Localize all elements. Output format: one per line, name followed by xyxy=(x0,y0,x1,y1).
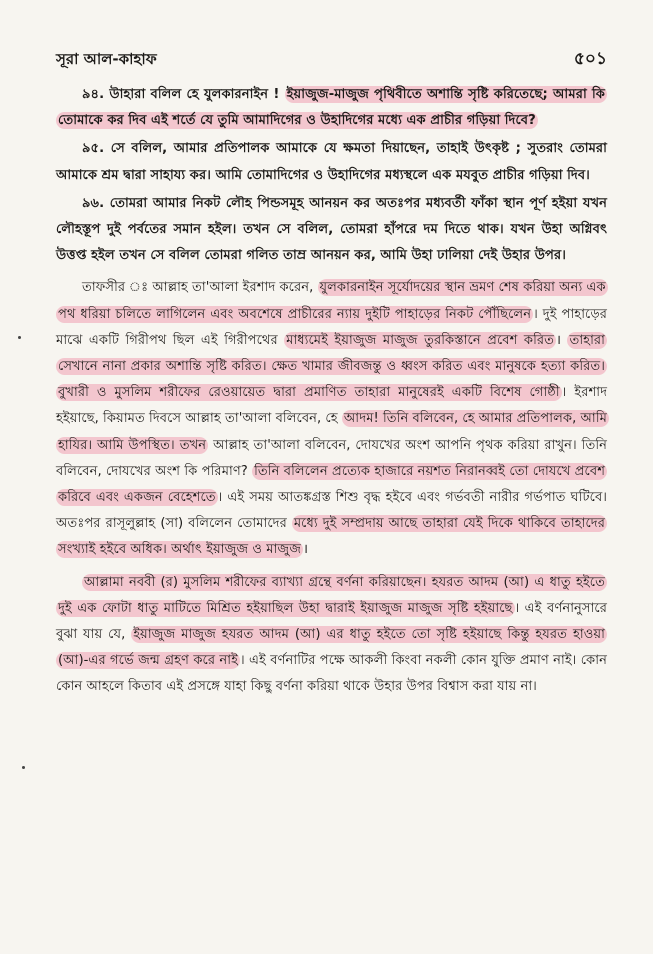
verse-95: ৯৫. সে বলিল, আমার প্রতিপালক আমাকে যে ক্ষমতা দিয়াছেন, তাহাই উৎকৃষ্ট ; সুতরাং তোমরা আমাকে শ্রম দ্বারা সাহায্য কর। আমি তোমাদিগের ও উহাদিগের মধ্যস্থলে এক মযবুত প্রাচীর গড়িয়া দিব। xyxy=(56,141,607,183)
highlighted-passage: ইয়াজুজ-মাজুজ পৃথিবীতে অশান্তি সৃষ্টি করিতেছে; আমরা কি তোমাকে কর দিব এই শর্তে যে তুমি আমাদিগের ও উহাদিগের মধ্যে এক প্রাচীর গড়িয়া দিবে? xyxy=(58,87,606,129)
tafsir-text: আল্লাহ তা'আলা বলিবেন, দোযখের অংশ আপনি পৃথক করিয়া রাখুন। তিনি বলিবেন, দোযখের অংশ কি পরিমাণ? xyxy=(56,437,607,479)
highlighted-passage: যুলকারনাইন সূর্যোদয়ের স্থান ভ্রমণ শেষ করিয়া অন্য এক পথ ধরিয়া চলিতে লাগিলেন এবং অবশেষে প্রাচীরের ন্যায় দুইটি পাহাড়ের নিকট পৌঁছিলেন xyxy=(58,280,606,322)
highlighted-passage: তিনি বলিলেন প্রত্যেক হাজারে নয়শত নিরানব্বই তো দোযখে প্রবেশ করিবে এবং একজন বেহেশতে xyxy=(58,463,606,506)
highlighted-passage: আদম! তিনি বলিবেন, হে আমার প্রতিপালক, আমি হাযির। আমি উপস্থিত। তখন xyxy=(58,411,607,453)
highlighted-passage: আল্লামা নববী (র) মুসলিম শরীফের ব্যাখ্যা গ্রন্থে বর্ণনা করিয়াছেন। হযরত আদম (আ) এ ধাতু হইতে দুই এক ফোটা ধাতু মাটিতে মিশ্রিত হইয়াছিল উহা দ্বারাই ইয়াজুজ মাজুজ সৃষ্টি হইয়াছে xyxy=(58,574,605,616)
page-number: ৫০১ xyxy=(573,49,607,69)
paper-speck xyxy=(22,766,25,769)
tafsir-text: । xyxy=(556,332,568,348)
tafsir-text: । এই সময় আতঙ্কগ্রস্ত শিশু বৃদ্ধ হইবে এবং গর্ভবতী নারীর গর্ভপাত ঘটিবে। অতঃপর রাসূলুল্লাহ (সা) বলিলেন তোমাদের xyxy=(56,490,607,532)
highlighted-passage: মাধ্যমেই ইয়াজুজ মাজুজ তুরকিস্তানে প্রবেশ করিত xyxy=(286,332,554,348)
tafsir-text: । এই বর্ণনানুসারে বুঝা যায় যে, xyxy=(56,600,607,643)
verse-96: ৯৬. তোমরা আমার নিকট লৌহ পিন্ডসমূহ আনয়ন কর অতঃপর মধ্যবর্তী ফাঁকা স্থান পূর্ণ হইয়া যখন লৌহস্তূপ দুই পর্বতের সমান হইল। তখন সে বলিল, তোমরা হাঁপরে দম দিতে থাক। যখন উহা অগ্নিবৎ উত্তপ্ত হইল তখন সে বলিল তোমরা গলিত তাম্র আনয়ন কর, আমি উহা ঢালিয়া দেই উহার উপর। xyxy=(56,195,607,264)
surah-title: সূরা আল-কাহাফ xyxy=(56,50,157,68)
tafsir-text: তাফসীর ঃ আল্লাহ তা'আলা ইরশাদ করেন, xyxy=(82,280,318,296)
tafsir-text: । এই বর্ণনাটির পক্ষে আকলী কিংবা নকলী কোন যুক্তি প্রমাণ নাই। কোন কোন আহলে কিতাব এই প্রসঙ্গে যাহা কিছু বর্ণনা করিয়া থাকে উহার উপর বিশ্বাস করা যায় না। xyxy=(56,653,607,695)
highlighted-passage: মধ্যে দুই সম্প্রদায় আছে তাহারা যেই দিকে থাকিবে তাহাদের সংখ্যাই হইবে অধিক। অর্থাৎ ইয়াজুজ ও মাজুজ xyxy=(58,516,605,558)
highlighted-passage: তাহারা সেখানে নানা প্রকার অশান্তি সৃষ্টি করিত। ক্ষেত খামার জীবজন্তু ও ধ্বংস করিত এবং মানুষকে হত্যা করিত। বুখারী ও মুসলিম শরীফের রেওয়ায়েত দ্বারা প্রমাণিত তাহারা মানুষেরই একটি বিশেষ গোষ্ঠী xyxy=(58,332,605,401)
tafsir-text: । xyxy=(303,542,308,558)
highlighted-passage: ইয়াজুজ মাজুজ হযরত আদম (আ) এর ধাতু হইতে তো সৃষ্টি হইয়াছে কিন্তু হযরত হাওয়া (আ)-এর গর্ভে জন্ম গ্রহণ করে নাই xyxy=(58,627,605,669)
tafsir-paragraph-1 xyxy=(56,275,607,563)
verse-94 xyxy=(56,82,607,134)
tafsir-paragraph-2 xyxy=(56,570,607,701)
tafsir-text: । ইরশাদ হইয়াছে, কিয়ামত দিবসে আল্লাহ তা'আলা বলিবেন, হে xyxy=(56,385,607,427)
verse-94-text: ৯৪. উাহারা বলিল হে যুলকারনাইন ! xyxy=(82,87,285,102)
tafsir-text: । দুই পাহাড়ের মাঝে একটি গিরীপথ ছিল এই গিরীপথের xyxy=(56,306,607,348)
page-header xyxy=(56,44,607,82)
paper-speck xyxy=(18,336,21,339)
